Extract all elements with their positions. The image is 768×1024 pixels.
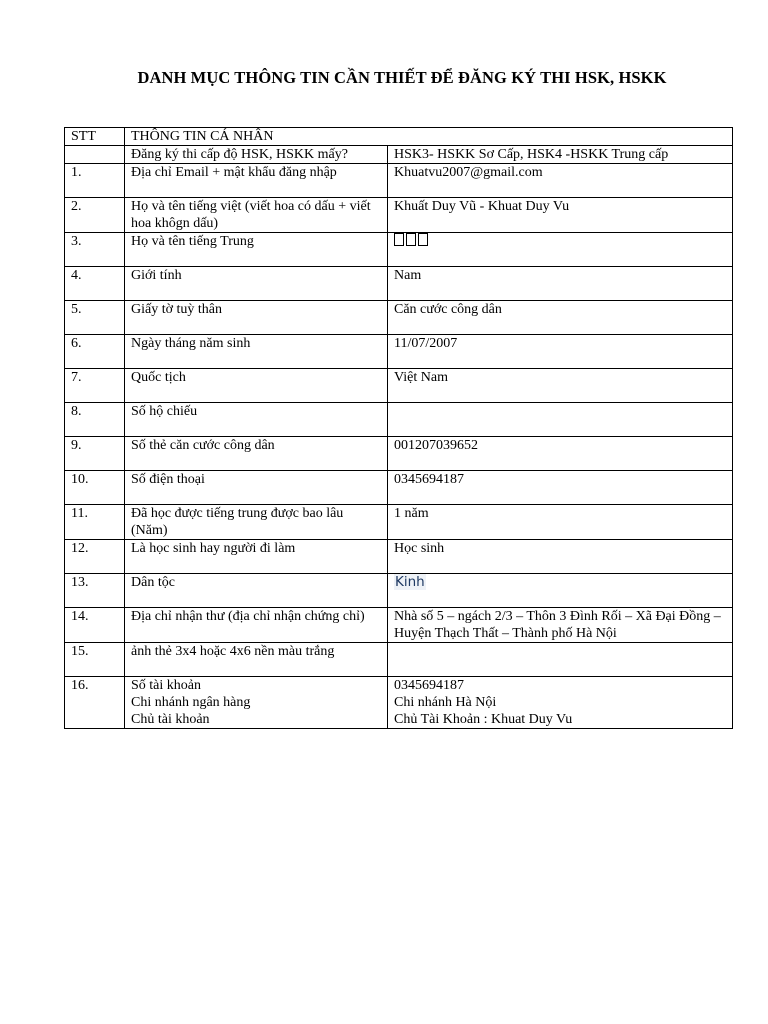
exam-level-label: Đăng ký thi cấp độ HSK, HSKK mấy?	[125, 146, 388, 164]
row-number: 11.	[65, 505, 125, 540]
table-row	[65, 643, 733, 677]
table-row	[65, 540, 733, 574]
row-number: 1.	[65, 164, 125, 198]
row-label-occupation: Là học sinh hay người đi làm	[125, 540, 388, 574]
row-label-phone: Số điện thoại	[125, 471, 388, 505]
row-label-email: Địa chỉ Email + mật khẩu đăng nhập	[125, 164, 388, 198]
account-holder-label: Chủ tài khoản	[131, 712, 210, 727]
row-label-citizen-id: Số thẻ căn cước công dân	[125, 437, 388, 471]
row-value-occupation: Học sinh	[388, 540, 733, 574]
table-row	[65, 505, 733, 540]
row-label-chinese-name: Họ và tên tiếng Trung	[125, 233, 388, 267]
row-value-citizen-id: 001207039652	[388, 437, 733, 471]
row-label-study-duration: Đã học được tiếng trung được bao lâu (Năm)	[125, 505, 388, 540]
table-row	[65, 574, 733, 608]
row-value-phone: 0345694187	[388, 471, 733, 505]
table-row-bank	[65, 677, 733, 729]
personal-info-header: THÔNG TIN CÁ NHÂN	[125, 128, 733, 146]
missing-glyph-icon	[406, 233, 416, 246]
row-number: 10.	[65, 471, 125, 505]
row-number: 2.	[65, 198, 125, 233]
registration-info-table	[64, 127, 733, 729]
row-value-chinese-name	[388, 233, 733, 267]
row-label-ethnicity: Dân tộc	[125, 574, 388, 608]
row-number: 12.	[65, 540, 125, 574]
row-label-birth-date: Ngày tháng năm sinh	[125, 335, 388, 369]
row-value-passport	[388, 403, 733, 437]
table-row	[65, 471, 733, 505]
table-row	[65, 301, 733, 335]
row-value-ethnicity	[388, 574, 733, 608]
row-value-photo	[388, 643, 733, 677]
row-value-email: Khuatvu2007@gmail.com	[388, 164, 733, 198]
bank-values-cell	[388, 677, 733, 729]
row-value-gender: Nam	[388, 267, 733, 301]
row-number: 14.	[65, 608, 125, 643]
exam-level-value: HSK3- HSKK Sơ Cấp, HSK4 -HSKK Trung cấp	[388, 146, 733, 164]
row-label-photo: ảnh thẻ 3x4 hoặc 4x6 nền màu trắng	[125, 643, 388, 677]
row-number: 13.	[65, 574, 125, 608]
row-value-id-document: Căn cước công dân	[388, 301, 733, 335]
table-row	[65, 608, 733, 643]
row-value-vietnamese-name: Khuất Duy Vũ - Khuat Duy Vu	[388, 198, 733, 233]
table-row	[65, 437, 733, 471]
row-number: 15.	[65, 643, 125, 677]
row-value-birth-date: 11/07/2007	[388, 335, 733, 369]
table-row	[65, 335, 733, 369]
row-number: 3.	[65, 233, 125, 267]
document-title: DANH MỤC THÔNG TIN CẦN THIẾT ĐỂ ĐĂNG KÝ THI HSK, HSKK	[137, 68, 667, 87]
table-row	[65, 267, 733, 301]
row-label-nationality: Quốc tịch	[125, 369, 388, 403]
row-label-passport: Số hộ chiếu	[125, 403, 388, 437]
row-number: 6.	[65, 335, 125, 369]
row-number: 9.	[65, 437, 125, 471]
row-label-mailing-address: Địa chỉ nhận thư (địa chỉ nhận chứng chỉ)	[125, 608, 388, 643]
table-header-row	[65, 128, 733, 146]
stt-column-header: STT	[65, 128, 125, 146]
missing-glyph-icon	[394, 233, 404, 246]
exam-level-row	[65, 146, 733, 164]
exam-level-stt-cell	[65, 146, 125, 164]
row-value-nationality: Việt Nam	[388, 369, 733, 403]
bank-branch-label: Chi nhánh ngân hàng	[131, 695, 251, 710]
row-value-study-duration: 1 năm	[388, 505, 733, 540]
missing-glyph-icon	[418, 233, 428, 246]
account-number-label: Số tài khoản	[131, 678, 201, 693]
table-row	[65, 164, 733, 198]
ethnicity-value-text: Kinh	[395, 574, 425, 590]
row-number: 16.	[65, 677, 125, 729]
table-row	[65, 369, 733, 403]
row-number: 5.	[65, 301, 125, 335]
account-holder-value: Chủ Tài Khoản : Khuat Duy Vu	[394, 712, 573, 727]
account-number-value: 0345694187	[394, 678, 464, 693]
row-number: 8.	[65, 403, 125, 437]
table-row	[65, 233, 733, 267]
row-number: 7.	[65, 369, 125, 403]
row-label-id-document: Giấy tờ tuỳ thân	[125, 301, 388, 335]
row-label-gender: Giới tính	[125, 267, 388, 301]
bank-branch-value: Chi nhánh Hà Nội	[394, 695, 497, 710]
bank-labels-cell	[125, 677, 388, 729]
table-row	[65, 403, 733, 437]
row-value-mailing-address: Nhà số 5 – ngách 2/3 – Thôn 3 Đình Rối – Xã Đại Đồng – Huyện Thạch Thất – Thành phố Hà Nội	[388, 608, 733, 643]
row-number: 4.	[65, 267, 125, 301]
table-row	[65, 198, 733, 233]
row-label-vietnamese-name: Họ và tên tiếng việt (viết hoa có dấu + viết hoa khôgn dấu)	[125, 198, 388, 233]
